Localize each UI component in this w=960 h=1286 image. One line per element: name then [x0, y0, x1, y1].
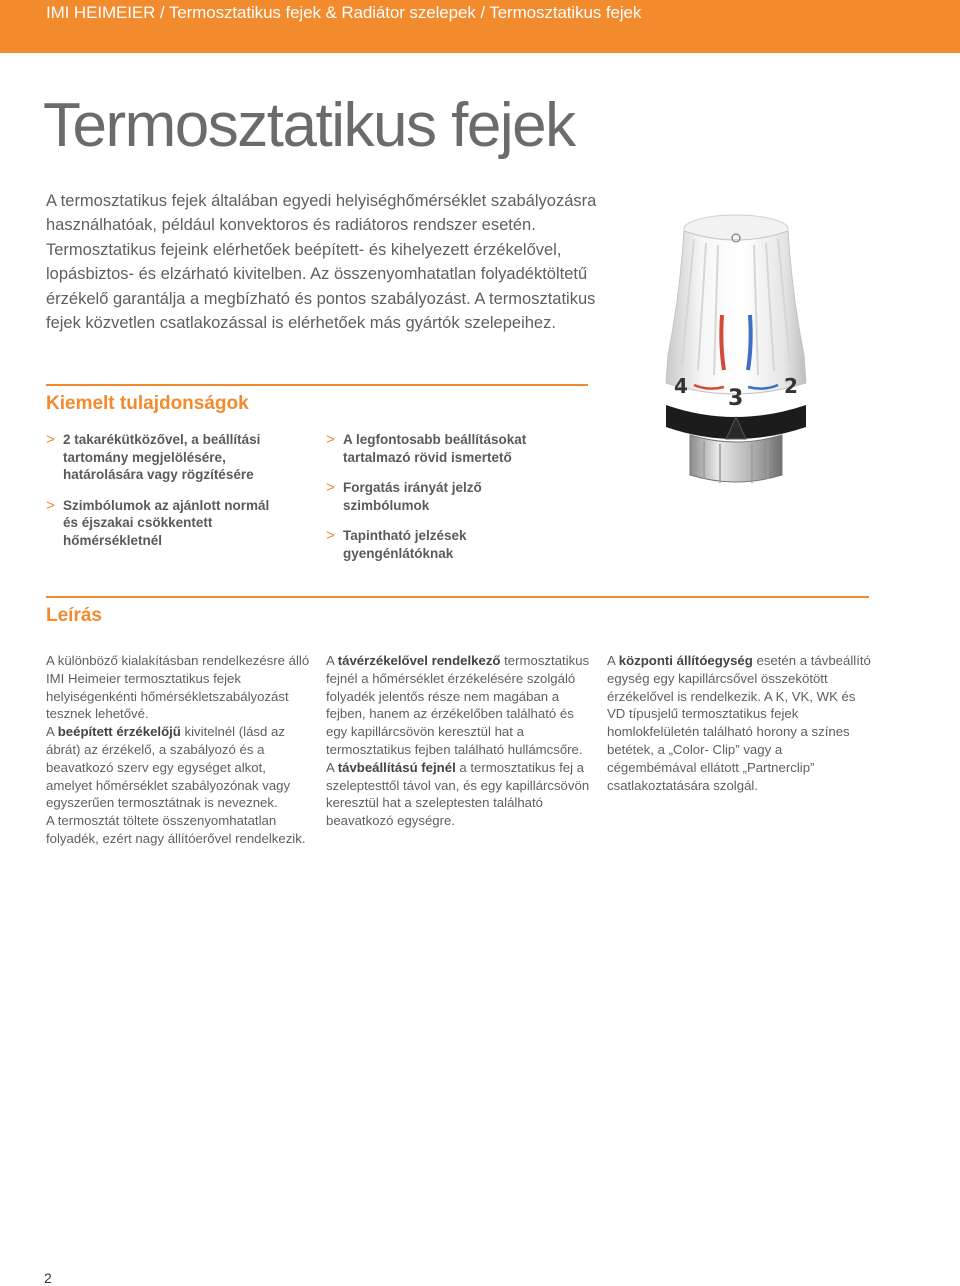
col2-p1-rest: termosztatikus fejnél a hőmérséklet érzékelésére szolgáló folyadék jelentős része nem magában a fejben, hanem az érzékelőben található és egy kapillárcsövön keresztül hat a termosztatikus fejben található hullámcsőre. [326, 653, 590, 757]
description-column-2 [326, 652, 594, 830]
chevron-right-icon: > [46, 431, 55, 448]
feature-text: Forgatás irányát jelző szimbólumok [343, 480, 482, 513]
feature-text: A legfontosabb beállításokat tartalmazó rövid ismertető [343, 432, 527, 465]
dial-number-3: 3 [728, 386, 744, 411]
feature-list-right [326, 431, 566, 575]
header-bar [0, 0, 960, 53]
feature-item [46, 497, 286, 550]
feature-text: Szimbólumok az ajánlott normál és éjszakai csökkentett hőmérsékletnél [63, 497, 270, 548]
feature-text: Tapintható jelzések gyengénlátóknak [343, 528, 467, 561]
feature-item [46, 431, 286, 484]
features-divider [46, 384, 588, 386]
col2-p1-bold: távérzékelővel rendelkező [337, 653, 501, 668]
col3-p1-rest: esetén a távbeállító egység egy kapillárcsővel összekötött érzékelővel is rendelkezik. A K, VK, WK és VD típusjelű termosztatikus fejek homlokfelületén található horony a színes betétek, a „Color- Clip” vagy a cégembémával ellátott „Partnerclip” csatlakoztatására szolgál. [607, 653, 871, 793]
description-column-3 [607, 652, 875, 794]
description-divider [46, 596, 869, 598]
col1-p2-rest: kivitelnél (lásd az ábrát) az érzékelő, a szabályozó és a beavatkozó szerv egy egységet alkot, amelyet hőmérséklet szabályozónak vagy egyszerűen termosztátnak is neveznek. [46, 724, 291, 811]
chevron-right-icon: > [326, 431, 335, 448]
breadcrumb: IMI HEIMEIER / Termosztatikus fejek & Radiátor szelepek / Termosztatikus fejek [46, 3, 642, 22]
page-number: 2 [44, 1270, 52, 1286]
col3-p1-bold: központi állítóegység [618, 653, 753, 668]
col3-p1-prefix: A [607, 653, 619, 668]
page-title: Termosztatikus fejek [43, 91, 575, 160]
chevron-right-icon: > [46, 496, 55, 514]
description-column-1 [46, 652, 314, 848]
col2-p2-rest: a termosztatikus fej a szeleptesttől távol van, és egy kapillárcsövön keresztül hat a szeleptesten található beavatkozó egységre. [326, 759, 590, 829]
feature-text: 2 takarékütközővel, a beállítási tartomány megjelölésére, határolására vagy rögzítésére [63, 432, 261, 482]
dial-number-2: 2 [784, 374, 798, 398]
thermostatic-head-image [650, 205, 820, 490]
col2-p2-prefix: A [326, 759, 338, 775]
col2-p2-bold: távbeállítású fejnél [337, 759, 456, 775]
col1-p2-bold: beépített érzékelőjű [57, 724, 181, 740]
col2-p1-prefix: A [326, 653, 338, 668]
chevron-right-icon: > [326, 527, 335, 544]
col1-p2-prefix: A [46, 724, 58, 740]
col1-paragraph-3: A termosztát töltete összenyomhatatlan folyadék, ezért nagy állítóerővel rendelkezik. [46, 813, 306, 846]
dial-number-4: 4 [674, 374, 688, 398]
col1-paragraph-1: A különböző kialakításban rendelkezésre álló IMI Heimeier termosztatikus fejek helyiségenkénti hőmérsékletszabályozást tesznek lehetővé. [46, 653, 310, 722]
feature-item [326, 431, 566, 466]
description-heading: Leírás [46, 605, 102, 626]
feature-item [326, 527, 566, 562]
intro-paragraph: A termosztatikus fejek általában egyedi helyiséghőmérséklet szabályozásra használhatóak, például konvektoros és radiátoros rendszer esetén. Termosztatikus fejeink elérhetőek beépített- és kihelyezett érzékelővel, lopásbiztos- és elzárható kivitelben. Az összenyomhatatlan folyadéktöltetű érzékelő garantálja a megbízható és pontos szabályozást. A termosztatikus fejek közvetlen csatlakozással is elérhetőek más gyártók szelepeihez. [46, 192, 597, 333]
chevron-right-icon: > [326, 479, 335, 496]
feature-list-left [46, 431, 286, 562]
features-heading: Kiemelt tulajdonságok [46, 393, 249, 414]
feature-item [326, 479, 566, 514]
